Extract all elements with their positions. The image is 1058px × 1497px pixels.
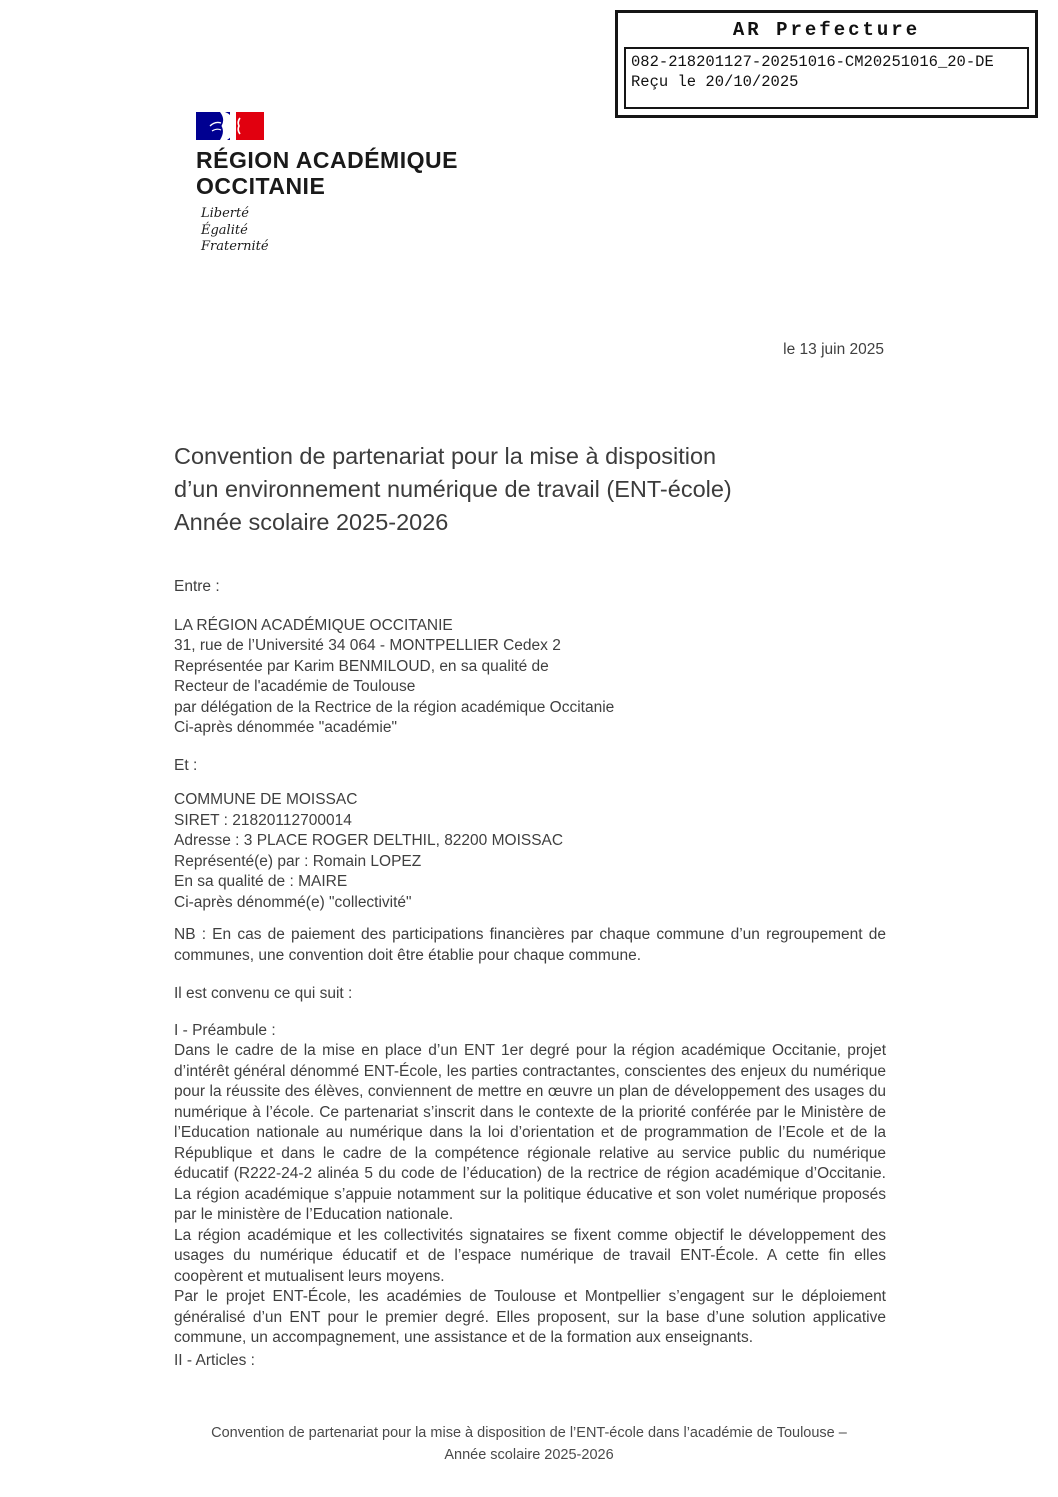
- motto-liberte: Liberté: [201, 206, 249, 221]
- academy-delegation: par délégation de la Rectrice de la région académique Occitanie: [174, 698, 615, 716]
- stamp-title: AR Prefecture: [732, 19, 921, 41]
- stamp-received-date: Reçu le 20/10/2025: [631, 73, 799, 91]
- agreement-line: Il est convenu ce qui suit :: [174, 985, 353, 1002]
- document-title: [174, 440, 914, 539]
- org-name-line1: RÉGION ACADÉMIQUE: [196, 147, 458, 173]
- academy-representative-title: Recteur de l'académie de Toulouse: [174, 678, 416, 695]
- academy-denomination: Ci-après dénommée "académie": [174, 719, 397, 736]
- commune-denomination: Ci-après dénommé(e) "collectivité": [174, 893, 412, 911]
- french-flag-marianne-icon: [196, 112, 264, 140]
- entre-label: Entre :: [174, 578, 220, 595]
- academy-representative: Représentée par Karim BENMILOUD, en sa qualité de: [174, 657, 549, 675]
- org-name-line2: OCCITANIE: [196, 173, 326, 199]
- preambule-paragraph-2: La région académique et les collectivités signataires se fixent comme objectif le développement des usages du numérique éducatif et de l’espace numérique de travail ENT-École. A cette fin elles coopèrent et mutualisent leurs moyens.: [174, 1226, 886, 1285]
- commune-representative-title: En sa qualité de : MAIRE: [174, 873, 348, 890]
- stamp-reference-number: 082-218201127-20251016-CM20251016_20-DE: [631, 53, 994, 71]
- title-line-3: Année scolaire 2025-2026: [174, 509, 449, 535]
- motto-egalite: Égalité: [201, 222, 248, 238]
- academy-party-block: [174, 616, 886, 739]
- title-line-1: Convention de partenariat pour la mise à disposition: [174, 443, 717, 469]
- preambule-paragraph-1: Dans le cadre de la mise en place d’un ENT 1er degré pour la région académique Occitanie, projet d’intérêt général dénommé ENT-École, les parties contractantes, conscientes des enjeux du numérique pour la réussite des élèves, conviennent de mettre en œuvre un plan de développement des usages du numérique à l’école. Ce partenariat s’inscrit dans le contexte de la priorité conférée par le Ministère de l’Education nationale au numérique dans la loi d’orientation et de programmation de l’Ecole et de la République et dans le cadre de la compétence régionale relative au service public du numérique éducatif (R222-24-2 alinéa 5 du code de l’éducation) de la rectrice de région académique d’Occitanie. La région académique s’appuie notamment sur la politique éducative et son volet numérique proposés par le ministère de l’Education nationale.: [174, 1042, 886, 1223]
- footer-line-1: Convention de partenariat pour la mise à disposition de l’ENT-école dans l’académie de Toulouse –: [211, 1425, 847, 1441]
- prefecture-stamp: [615, 10, 1038, 118]
- nb-paragraph: NB : En cas de paiement des participations financières par chaque commune d’un regroupement de communes, une convention doit être établie pour chaque commune.: [174, 926, 886, 964]
- republic-motto: [201, 206, 458, 256]
- academy-name: LA RÉGION ACADÉMIQUE OCCITANIE: [174, 616, 453, 634]
- title-line-2: d’un environnement numérique de travail (ENT-école): [174, 476, 732, 502]
- articles-heading: II - Articles :: [174, 1351, 255, 1369]
- footer-line-2: Année scolaire 2025-2026: [444, 1447, 614, 1463]
- collectivite-party-block: [174, 790, 886, 913]
- document-body: [174, 577, 886, 1371]
- stamp-inner-box: [624, 47, 1029, 109]
- page-footer: [0, 1422, 1058, 1466]
- region-academique-logo: [196, 112, 458, 256]
- commune-representative: Représenté(e) par : Romain LOPEZ: [174, 852, 422, 870]
- preambule-paragraph-3: Par le projet ENT-École, les académies de Toulouse et Montpellier s’engagent sur le déploiement généralisé d’un ENT pour le premier degré. Elles proposent, sur la base d’une solution applicative commune, un accompagnement, une assistance et de la formation aux enseignants.: [174, 1288, 886, 1346]
- document-date: le 13 juin 2025: [783, 341, 884, 358]
- preambule-heading: I - Préambule :: [174, 1021, 276, 1039]
- academy-address: 31, rue de l’Université 34 064 - MONTPELLIER Cedex 2: [174, 637, 561, 654]
- motto-fraternite: Fraternité: [201, 239, 269, 254]
- et-label: Et :: [174, 756, 198, 774]
- commune-address: Adresse : 3 PLACE ROGER DELTHIL, 82200 MOISSAC: [174, 832, 564, 849]
- commune-siret: SIRET : 21820112700014: [174, 811, 352, 829]
- commune-name: COMMUNE DE MOISSAC: [174, 791, 358, 808]
